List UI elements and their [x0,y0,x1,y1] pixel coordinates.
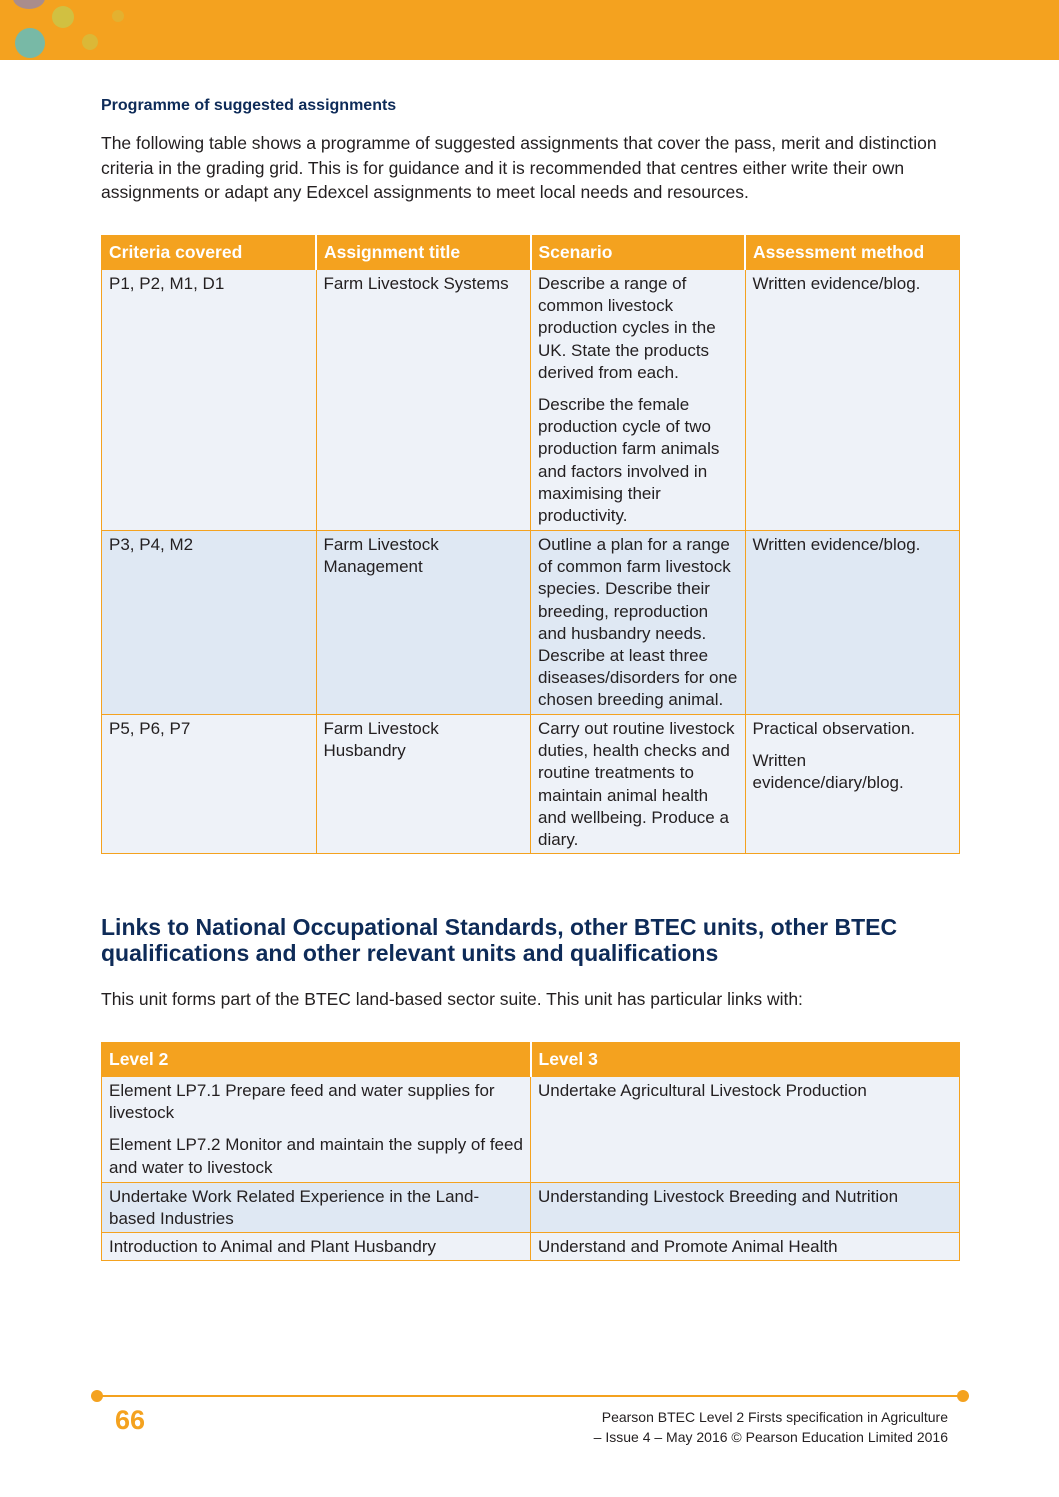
footer-divider-dot [91,1390,103,1402]
level-2-item: Element LP7.1 Prepare feed and water supplies for livestock [109,1081,495,1123]
footer-citation [594,1407,948,1447]
decorative-circle [112,10,124,22]
criteria-cell: P3, P4, M2 [102,531,317,715]
method-paragraph: Written evidence/blog. [752,274,921,293]
header-criteria: Criteria covered [102,236,317,270]
level-2-cell [102,1183,531,1233]
level-2-item: Introduction to Animal and Plant Husbandry [109,1237,436,1256]
assignments-table [101,235,960,854]
scenario-cell [531,270,746,531]
footer-line-1: Pearson BTEC Level 2 Firsts specification in Agriculture [601,1409,948,1425]
table-row [102,715,960,854]
links-section-title: Links to National Occupational Standards, other BTEC units, other BTEC qualifications and other relevant units and qualifications [101,914,898,966]
table-row [102,531,960,715]
method-cell [745,531,960,715]
decorative-circle [15,28,45,58]
level-3-cell [531,1077,960,1183]
table-row [102,1233,960,1261]
header-level-3: Level 3 [531,1043,960,1077]
decorative-circle [82,34,98,50]
scenario-paragraph: Describe the female production cycle of two production farm animals and factors involved in maximising their productivity. [538,395,720,526]
table-row [102,1183,960,1233]
method-paragraph: Practical observation. [752,719,916,738]
method-cell [745,715,960,854]
header-band [0,0,1059,60]
method-paragraph: Written evidence/diary/blog. [752,751,904,793]
scenario-paragraph: Describe a range of common livestock production cycles in the UK. State the products derived from each. [538,274,716,382]
method-paragraph: Written evidence/blog. [752,535,921,554]
links-table [101,1042,960,1261]
level-3-item: Undertake Agricultural Livestock Production [538,1081,867,1100]
scenario-paragraph: Outline a plan for a range of common farm livestock species. Describe their breeding, reproduction and husbandry needs. Describe at least three diseases/disorders for one chosen breeding animal. [538,535,738,710]
page-number: 66 [115,1405,146,1435]
level-2-item: Undertake Work Related Experience in the Land-based Industries [109,1187,480,1229]
scenario-cell [531,531,746,715]
title-cell: Farm Livestock Systems [316,270,531,531]
table-row [102,270,960,531]
table-header-row [102,236,960,270]
footer-divider [97,1395,963,1397]
header-level-2: Level 2 [102,1043,531,1077]
table-row [102,1077,960,1183]
footer-divider-dot [957,1390,969,1402]
scenario-cell [531,715,746,854]
level-3-cell [531,1183,960,1233]
footer-line-2: – Issue 4 – May 2016 © Pearson Education Limited 2016 [593,1429,948,1445]
method-cell [745,270,960,531]
criteria-cell: P5, P6, P7 [102,715,317,854]
header-assignment-title: Assignment title [316,236,531,270]
assignments-intro: The following table shows a programme of suggested assignments that cover the pass, merit and distinction criteria in the grading grid. This is for guidance and it is recommended that centres either write their own assignments or adapt any Edexcel assignments to meet local needs and resources. [101,133,937,202]
header-assessment-method: Assessment method [745,236,960,270]
decorative-circle [52,6,74,28]
title-cell: Farm Livestock Husbandry [316,715,531,854]
title-cell: Farm Livestock Management [316,531,531,715]
level-3-item: Understand and Promote Animal Health [538,1237,838,1256]
assignments-heading: Programme of suggested assignments [101,97,397,114]
level-3-item: Understanding Livestock Breeding and Nutrition [538,1187,899,1206]
level-2-item: Element LP7.2 Monitor and maintain the supply of feed and water to livestock [109,1135,523,1177]
header-scenario: Scenario [531,236,746,270]
scenario-paragraph: Carry out routine livestock duties, health checks and routine treatments to maintain animal health and wellbeing. Produce a diary. [538,719,735,850]
criteria-cell: P1, P2, M1, D1 [102,270,317,531]
decorative-circle [13,0,45,9]
level-2-cell [102,1233,531,1261]
level-2-cell [102,1077,531,1183]
level-3-cell [531,1233,960,1261]
links-intro: This unit forms part of the BTEC land-based sector suite. This unit has particular links with: [101,989,803,1009]
table-header-row [102,1043,960,1077]
